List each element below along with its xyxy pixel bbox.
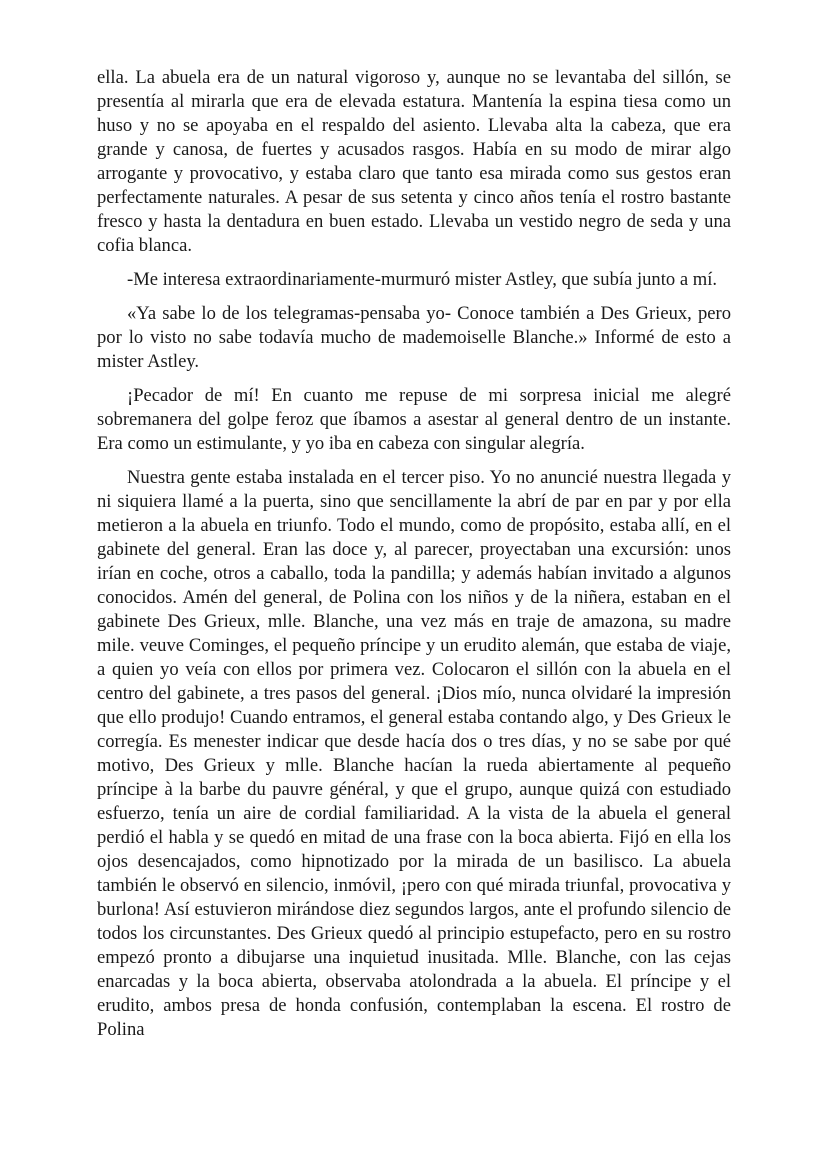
- paragraph-4: ¡Pecador de mí! En cuanto me repuse de mi sorpresa inicial me alegré sobremanera del golpe feroz que íbamos a asestar al general dentro de un instante. Era como un estimulante, y yo iba en cabeza con singular alegría.: [97, 385, 731, 454]
- paragraph-1: ella. La abuela era de un natural vigoroso y, aunque no se levantaba del sillón, se presentía al mirarla que era de elevada estatura. Mantenía la espina tiesa como un huso y no se apoyaba en el respaldo del asiento. Llevaba alta la cabeza, que era grande y canosa, de fuertes y acusados rasgos. Había en su modo de mirar algo arrogante y provocativo, y estaba claro que tanto esa mirada como sus gestos eran perfectamente naturales. A pesar de sus setenta y cinco años tenía el rostro bastante fresco y hasta la dentadura en buen estado. Llevaba un vestido negro de seda y una cofia blanca.: [97, 67, 731, 256]
- document-page: [97, 66, 731, 1052]
- paragraph-5: Nuestra gente estaba instalada en el tercer piso. Yo no anuncié nuestra llegada y ni siquiera llamé a la puerta, sino que sencillamente la abrí de par en par y por ella metieron a la abuela en triunfo. Todo el mundo, como de propósito, estaba allí, en el gabinete del general. Eran las doce y, al parecer, proyectaban una excursión: unos irían en coche, otros a caballo, toda la pandilla; y además habían invitado a algunos conocidos. Amén del general, de Polina con los niños y de la niñera, estaban en el gabinete Des Grieux, mlle. Blanche, una vez más en traje de amazona, su madre mile. veuve Cominges, el pequeño príncipe y un erudito alemán, que estaba de viaje, a quien yo veía con ellos por primera vez. Colocaron el sillón con la abuela en el centro del gabinete, a tres pasos del general. ¡Dios mío, nunca olvidaré la impresión que ello produjo! Cuando entramos, el general estaba contando algo, y Des Grieux le corregía. Es menester indicar que desde hacía dos o tres días, y no se sabe por qué motivo, Des Grieux y mlle. Blanche hacían la rueda abiertamente al pequeño príncipe à la barbe du pauvre général, y que el grupo, aunque quizá con estudiado esfuerzo, tenía un aire de cordial familiaridad. A la vista de la abuela el general perdió el habla y se quedó en mitad de una frase con la boca abierta. Fijó en ella los ojos desencajados, como hipnotizado por la mirada de un basilisco. La abuela también le observó en silencio, inmóvil, ¡pero con qué mirada triunfal, provocativa y burlona! Así estuvieron mirándose diez segundos largos, ante el profundo silencio de todos los circunstantes. Des Grieux quedó al principio estupefacto, pero en su rostro empezó pronto a dibujarse una inquietud inusitada. Mlle. Blanche, con las cejas enarcadas y la boca abierta, observaba atolondrada a la abuela. El príncipe y el erudito, ambos presa de honda confusión, contemplaban la escena. El rostro de Polina: [97, 467, 731, 1040]
- paragraph-3: «Ya sabe lo de los telegramas-pensaba yo- Conoce también a Des Grieux, pero por lo visto no sabe todavía mucho de mademoiselle Blanche.» Informé de esto a mister Astley.: [97, 303, 731, 372]
- paragraph-2: -Me interesa extraordinariamente-murmuró mister Astley, que subía junto a mí.: [127, 269, 718, 290]
